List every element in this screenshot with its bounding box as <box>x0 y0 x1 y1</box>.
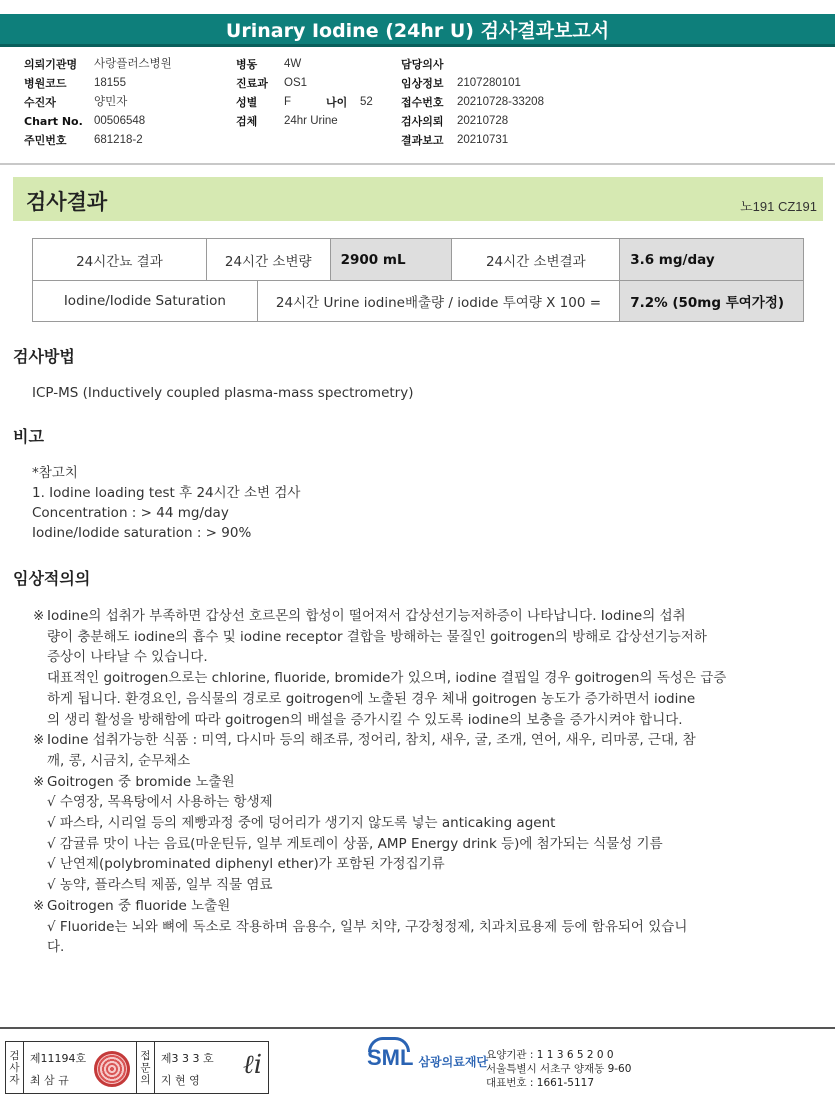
label-resident-no: 주민번호 <box>24 134 67 147</box>
label-hospital-code: 병원코드 <box>24 77 67 90</box>
remarks-block <box>32 463 300 543</box>
label-institution: 의뢰기관명 <box>24 58 78 71</box>
label-request-date: 검사의뢰 <box>401 115 444 128</box>
value-chart-no: 00506548 <box>94 115 146 127</box>
examiner-name: 최 삼 규 <box>29 1074 69 1087</box>
header-col-1 <box>24 55 172 150</box>
value-institution: 사랑플러스병원 <box>94 58 172 70</box>
value-clinical-info: 2107280101 <box>457 77 521 89</box>
clinical-line: 다. <box>47 939 65 956</box>
result-table <box>32 238 804 322</box>
value-resident-no: 681218-2 <box>94 134 143 146</box>
clinical-line: ※ Goitrogen 중 fluoride 노출원 <box>33 896 785 917</box>
org-info-line: 서울특별시 서초구 양재동 9-60 <box>486 1063 632 1075</box>
specialist-text <box>161 1048 214 1092</box>
label-specimen: 검체 <box>236 115 258 128</box>
clinical-line: ※ Iodine의 섭취가 부족하면 갑상선 호르몬의 합성이 떨어져서 갑상선기능저하증이 나타납니다. Iodine의 섭취 <box>33 606 785 627</box>
examiner-label: 검 사 자 <box>6 1042 24 1093</box>
clinical-line: √ 파스타, 시리얼 등의 제빵과정 중에 덩어리가 생기지 않도록 넣는 anticaking agent <box>47 815 556 832</box>
clinical-block <box>33 606 785 958</box>
urine-volume-value: 2900 mL <box>330 239 452 281</box>
label-receipt-no: 접수번호 <box>401 96 444 109</box>
value-hospital-code: 18155 <box>94 77 126 89</box>
clinical-line: 깨, 콩, 시금치, 순무채소 <box>47 752 191 769</box>
method-text: ICP-MS (Inductively coupled plasma-mass spectrometry) <box>32 385 414 401</box>
report-title: Urinary Iodine (24hr U) 검사결과보고서 <box>0 14 835 47</box>
org-info-line: 요양기관 : 1 1 3 6 5 2 0 0 <box>486 1049 614 1061</box>
clinical-line: 대표적인 goitrogen으로는 chlorine, fluoride, bromide가 있으며, iodine 결핍일 경우 goitrogen의 독성은 급증 <box>47 670 727 687</box>
examiner-cell <box>24 1042 137 1093</box>
remarks-line: Iodine/Iodide saturation : > 90% <box>32 525 252 541</box>
result-section-header <box>13 177 823 221</box>
remarks-line: Concentration : > 44 mg/day <box>32 505 229 521</box>
value-patient: 양민자 <box>94 96 128 108</box>
signature-box <box>5 1041 269 1094</box>
header-divider <box>0 163 835 165</box>
table-row <box>33 239 804 281</box>
label-chart-no: Chart No. <box>24 115 83 128</box>
clinical-line: √ 수영장, 목욕탕에서 사용하는 항생제 <box>47 794 273 811</box>
table-cell: Iodine/Iodide Saturation <box>33 281 258 322</box>
org-info <box>486 1048 631 1090</box>
value-department: OS1 <box>284 77 308 89</box>
seal-stamp-icon <box>94 1051 130 1087</box>
label-clinical-info: 임상정보 <box>401 77 444 90</box>
org-info-line: 대표번호 : 1661-5117 <box>486 1077 595 1089</box>
clinical-line: 의 생리 활성을 방해함에 따라 goitrogen의 배설을 증가시킬 수 있도록 iodine의 보충을 증가시켜야 합니다. <box>47 711 683 728</box>
label-department: 진료과 <box>236 77 268 90</box>
logo-mark: SML <box>367 1045 414 1070</box>
clinical-line: ※ Iodine 섭취가능한 식품 : 미역, 다시마 등의 해조류, 정어리, 참치, 새우, 굴, 조개, 연어, 새우, 리마콩, 근대, 참 <box>33 730 785 751</box>
table-cell: 24시간 Urine iodine배출량 / iodide 투여량 X 100 = <box>257 281 619 322</box>
method-heading: 검사방법 <box>13 347 75 366</box>
label-physician: 담당의사 <box>401 58 444 71</box>
saturation-value: 7.2% (50mg 투여가정) <box>620 281 804 322</box>
clinical-line: 량이 충분해도 iodine의 흡수 및 iodine receptor 결합을 방해하는 물질인 goitrogen의 방해로 갑상선기능저하 <box>47 628 707 645</box>
examiner-license: 제11194호 <box>29 1052 87 1065</box>
label-age: 나이 <box>326 96 348 109</box>
value-age: 52 <box>360 96 373 108</box>
value-report-date: 20210731 <box>457 134 509 146</box>
remarks-line: *참고치 <box>32 465 78 481</box>
specialist-label: 접 문 의 <box>137 1042 155 1093</box>
value-specimen: 24hr Urine <box>284 115 338 127</box>
urine-result-value: 3.6 mg/day <box>620 239 804 281</box>
header-col-2 <box>236 55 373 131</box>
value-sex: F <box>284 96 292 108</box>
table-row <box>33 281 804 322</box>
footer-divider <box>0 1027 835 1029</box>
table-cell: 24시간 소변결과 <box>452 239 620 281</box>
logo-org-name: 삼광의료재단 <box>418 1054 489 1069</box>
sml-logo <box>367 1045 488 1071</box>
table-cell: 24시간 소변량 <box>206 239 330 281</box>
header-col-3 <box>401 55 544 150</box>
label-patient: 수진자 <box>24 96 56 109</box>
clinical-line: √ 농약, 플라스틱 제품, 일부 직물 염료 <box>47 877 273 894</box>
clinical-line: ※ Goitrogen 중 bromide 노출원 <box>33 772 785 793</box>
result-title: 검사결과 <box>26 190 108 214</box>
remarks-line: 1. Iodine loading test 후 24시간 소변 검사 <box>32 485 301 501</box>
value-receipt-no: 20210728-33208 <box>457 96 544 108</box>
label-sex: 성별 <box>236 96 258 109</box>
value-ward: 4W <box>284 58 302 70</box>
specialist-cell <box>155 1042 268 1093</box>
table-cell: 24시간뇨 결과 <box>33 239 207 281</box>
signature-icon: ℓi <box>242 1050 263 1080</box>
specialist-name: 지 현 영 <box>160 1074 200 1087</box>
value-request-date: 20210728 <box>457 115 509 127</box>
clinical-heading: 임상적의의 <box>13 569 91 588</box>
label-report-date: 결과보고 <box>401 134 444 147</box>
remarks-heading: 비고 <box>13 427 44 446</box>
clinical-line: √ Fluoride는 뇌와 뼈에 독소로 작용하며 음용수, 일부 치약, 구강청정제, 치과치료용제 등에 함유되어 있습니 <box>47 918 688 935</box>
label-ward: 병동 <box>236 58 258 71</box>
clinical-line: 증상이 나타날 수 있습니다. <box>47 649 208 666</box>
specialist-license: 제3 3 3 호 <box>160 1052 214 1065</box>
clinical-line: √ 감귤류 맛이 나는 음료(마운틴듀, 일부 게토레이 상품, AMP Energy drink 등)에 첨가되는 식물성 기름 <box>47 835 663 852</box>
clinical-line: √ 난연제(polybrominated diphenyl ether)가 포함된 가정집기류 <box>47 856 445 873</box>
examiner-text <box>30 1048 86 1092</box>
result-code: 노191 CZ191 <box>740 199 817 214</box>
clinical-line: 하게 됩니다. 환경요인, 음식물의 경로로 goitrogen에 노출된 경우 체내 goitrogen 농도가 증가하면서 iodine <box>47 690 696 707</box>
